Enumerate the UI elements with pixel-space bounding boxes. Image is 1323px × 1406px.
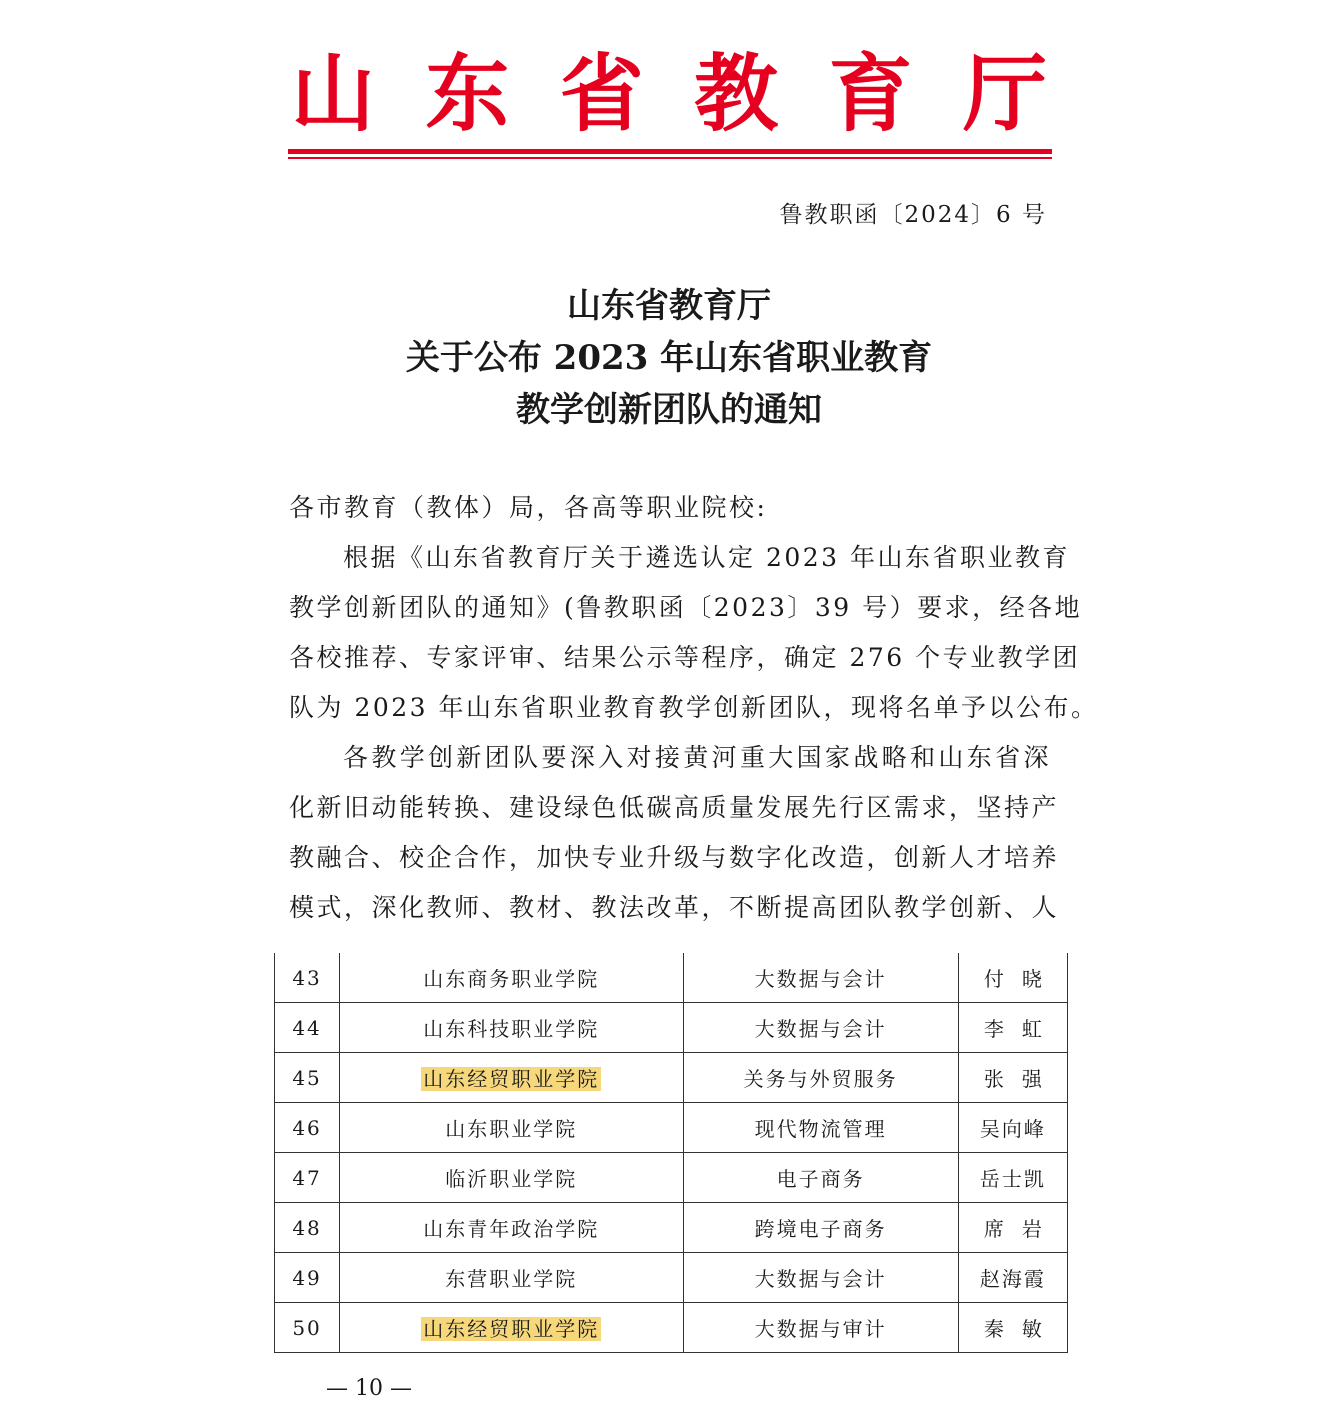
table-row xyxy=(275,1303,1068,1353)
school-name xyxy=(340,1103,683,1153)
title-line-2: 关于公布 2023 年山东省职业教育 xyxy=(405,338,933,378)
table-row xyxy=(275,1203,1068,1253)
table-row xyxy=(275,1103,1068,1153)
masthead-char: 山 xyxy=(290,44,375,143)
table-row xyxy=(275,1253,1068,1303)
leader-name xyxy=(958,1303,1067,1353)
school-name xyxy=(340,1153,683,1203)
page-number: — 10 — xyxy=(326,1376,412,1401)
leader-name-text: 席岩 xyxy=(983,1217,1060,1241)
row-number: 47 xyxy=(275,1153,340,1203)
body-line: 各教学创新团队要深入对接黄河重大国家战略和山东省深 xyxy=(343,743,1051,772)
school-name-text: 东营职业学院 xyxy=(445,1267,578,1291)
leader-name xyxy=(958,1053,1067,1103)
major-name: 电子商务 xyxy=(683,1153,958,1203)
school-name-highlighted: 山东经贸职业学院 xyxy=(423,1067,600,1091)
leader-name xyxy=(958,1253,1067,1303)
body-line: 各校推荐、专家评审、结果公示等程序，确定 276 个专业教学团 xyxy=(289,643,1081,672)
school-name-text: 山东职业学院 xyxy=(445,1117,578,1141)
school-name xyxy=(340,1303,683,1353)
school-name-text: 临沂职业学院 xyxy=(445,1167,578,1191)
table-row xyxy=(275,1153,1068,1203)
row-number: 44 xyxy=(275,1003,340,1053)
leader-name xyxy=(958,1153,1067,1203)
body-line: 队为 2023 年山东省职业教育教学创新团队，现将名单予以公布。 xyxy=(289,693,1099,722)
leader-name xyxy=(958,1203,1067,1253)
row-number: 48 xyxy=(275,1203,340,1253)
leader-name-text: 吴向峰 xyxy=(979,1117,1046,1141)
school-name xyxy=(340,1253,683,1303)
masthead-char: 省 xyxy=(559,44,644,143)
major-name: 大数据与会计 xyxy=(683,1253,958,1303)
row-number: 50 xyxy=(275,1303,340,1353)
body-line: 教学创新团队的通知》(鲁教职函〔2023〕39 号）要求，经各地 xyxy=(289,593,1083,622)
body-line: 根据《山东省教育厅关于遴选认定 2023 年山东省职业教育 xyxy=(343,543,1071,572)
major-name: 现代物流管理 xyxy=(683,1103,958,1153)
row-number: 45 xyxy=(275,1053,340,1103)
major-name: 大数据与会计 xyxy=(683,1003,958,1053)
document-number: 鲁教职函〔2024〕6 号 xyxy=(779,202,1047,228)
table-row xyxy=(275,1053,1068,1103)
leader-name xyxy=(958,1003,1067,1053)
school-name xyxy=(340,1203,683,1253)
major-name: 大数据与审计 xyxy=(683,1303,958,1353)
leader-name-text: 张强 xyxy=(983,1067,1060,1091)
school-name xyxy=(340,1003,683,1053)
leader-name-text: 赵海霞 xyxy=(979,1267,1046,1291)
leader-name xyxy=(958,953,1067,1003)
salutation: 各市教育（教体）局，各高等职业院校: xyxy=(289,493,768,522)
leader-name-text: 秦敏 xyxy=(983,1317,1060,1341)
leader-name-text: 付晓 xyxy=(983,967,1060,991)
major-name: 大数据与会计 xyxy=(683,953,958,1003)
major-name: 关务与外贸服务 xyxy=(683,1053,958,1103)
masthead-rule-thick xyxy=(288,149,1052,154)
school-name-text: 山东青年政治学院 xyxy=(423,1217,600,1241)
document-title xyxy=(287,280,1051,436)
row-number: 43 xyxy=(275,953,340,1003)
body-line: 教融合、校企合作，加快专业升级与数字化改造，创新人才培养 xyxy=(289,843,1060,872)
body-line: 化新旧动能转换、建设绿色低碳高质量发展先行区需求，坚持产 xyxy=(289,793,1060,822)
masthead-rule-thin xyxy=(288,157,1052,159)
team-list-table xyxy=(274,953,1068,1353)
leader-name xyxy=(958,1103,1067,1153)
masthead-char: 教 xyxy=(694,44,779,143)
title-line-3: 教学创新团队的通知 xyxy=(516,390,822,430)
title-line-1: 山东省教育厅 xyxy=(567,286,771,326)
school-name-highlighted: 山东经贸职业学院 xyxy=(423,1317,600,1341)
row-number: 46 xyxy=(275,1103,340,1153)
row-number: 49 xyxy=(275,1253,340,1303)
major-name: 跨境电子商务 xyxy=(683,1203,958,1253)
leader-name-text: 李虹 xyxy=(983,1017,1060,1041)
masthead-char: 育 xyxy=(828,44,913,143)
school-name xyxy=(340,1053,683,1103)
masthead-char: 厅 xyxy=(962,44,1047,143)
table-row xyxy=(275,1003,1068,1053)
body-line: 模式，深化教师、教材、教法改革，不断提高团队教学创新、人 xyxy=(289,893,1060,922)
masthead xyxy=(287,44,1051,143)
leader-name-text: 岳士凯 xyxy=(979,1167,1046,1191)
school-name xyxy=(340,953,683,1003)
school-name-text: 山东商务职业学院 xyxy=(423,967,600,991)
school-name-text: 山东科技职业学院 xyxy=(423,1017,600,1041)
masthead-char: 东 xyxy=(425,44,510,143)
table-row xyxy=(275,953,1068,1003)
